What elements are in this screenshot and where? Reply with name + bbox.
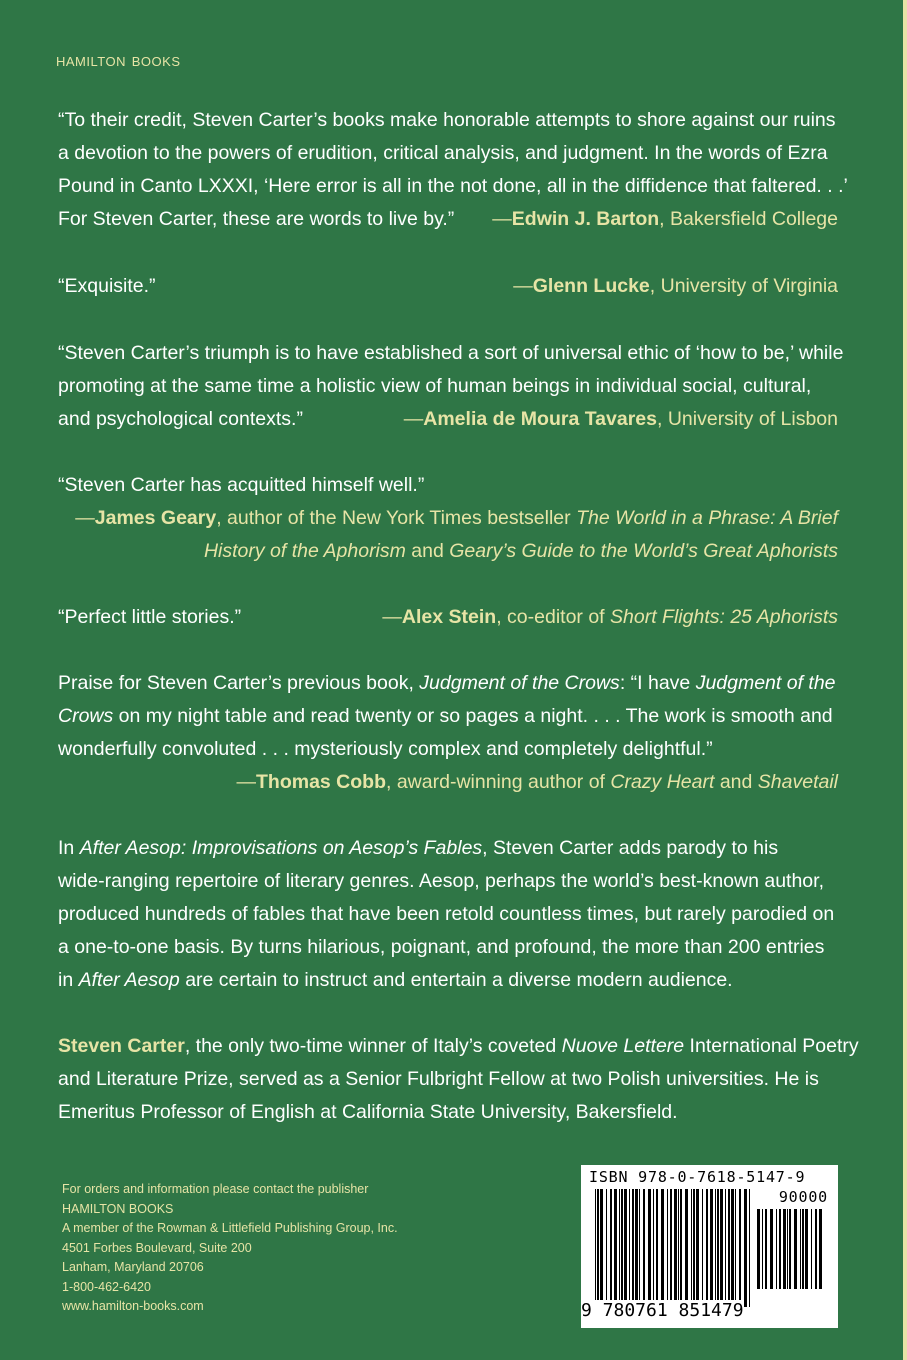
barcode-bar [770,1209,773,1289]
barcode-bar [691,1189,692,1307]
author-name: Edwin J. Barton [511,208,660,230]
affiliation: , University of Virginia [649,275,838,297]
attribution [75,502,838,535]
affiliation: , Bakersfield College [659,208,838,230]
dash: — [236,771,256,793]
affiliation: , author of the New York Times bestseller [216,507,577,529]
address-line: 4501 Forbes Boulevard, Suite 200 [62,1240,252,1255]
text: on my night table and read twenty or so pages a night. . . . The work is smooth and [113,705,833,727]
book-description [58,832,838,997]
quote-line: “Steven Carter’s triumph is to have established a sort of universal ethic of ‘how to be,’ while [58,342,844,364]
contact-line: A member of the Rowman & Littlefield Publishing Group, Inc. [62,1221,398,1235]
contact-line: For orders and information please contact the publisher [62,1182,369,1196]
text: , the only two-time winner of Italy’s coveted [184,1035,562,1057]
barcode-bar [619,1189,620,1307]
publisher-logo: hamilton books [56,50,181,71]
bio-line: and Literature Prize, served as a Senior Fulbright Fellow at two Polish universities. He is [58,1068,819,1090]
book-title: Judgment of the Crows [419,672,620,694]
barcode-bar [720,1189,723,1307]
barcode-bar [653,1189,654,1307]
attribution-cont [204,535,838,568]
attribution [237,766,839,799]
barcode-bar [621,1189,623,1307]
book-title: Geary’s Guide to the World’s Great Aphorists [449,540,838,562]
barcode-bar [685,1189,688,1307]
author-name: James Geary [94,507,217,529]
author-bio [58,1030,859,1129]
barcode-bar [725,1189,726,1307]
dash: — [513,275,533,297]
barcode-bar [757,1209,760,1289]
quote-line: wonderfully convoluted . . . mysteriously complex and completely delightful.” [58,738,713,760]
desc-line: a one-to-one basis. By turns hilarious, poignant, and profound, the more than 200 entries [58,936,825,958]
barcode-bar [595,1189,596,1307]
barcode-bar [702,1189,703,1307]
barcode-bar [735,1189,736,1307]
ean-bars [595,1189,755,1309]
barcode-bar [606,1189,607,1307]
barcode-bar [706,1189,708,1307]
affiliation: , award-winning author of [386,771,611,793]
barcode-bar [667,1189,668,1307]
cover-edge [903,0,907,1360]
author-name: Amelia de Moura Tavares [423,408,657,430]
barcode-bar [610,1189,612,1307]
author-name: Thomas Cobb [256,771,386,793]
publisher-name: HAMILTON BOOKS [62,1201,174,1216]
barcode-bar [674,1189,677,1307]
quote-barton [58,104,848,236]
quote-text: For Steven Carter, these are words to live by.” [58,208,455,230]
quote-lucke [58,270,838,303]
barcode-bar [678,1189,679,1307]
barcode-bar [787,1209,788,1289]
barcode-bar [597,1189,599,1307]
barcode-bar [670,1189,672,1307]
barcode-bar [739,1189,741,1307]
barcode-bar [802,1209,804,1289]
bio-line [58,1030,859,1063]
barcode-bar [632,1189,634,1307]
barcode-bar [819,1209,822,1289]
ean-number: 9 780761 851479 [581,1300,744,1321]
barcode-bar [779,1209,781,1289]
quote-stein [58,601,838,634]
quote-line [58,403,838,436]
book-title: After Aesop [78,969,180,991]
text: : “I have [619,672,696,694]
barcode-bar [728,1189,730,1307]
affiliation: , co-editor of [496,606,611,628]
author-name: Alex Stein [401,606,497,628]
addon-bars [757,1209,827,1291]
dash: — [382,606,402,628]
bio-line: Emeritus Professor of English at California State University, Bakersfield. [58,1101,678,1123]
barcode-bar [815,1209,817,1289]
quote-line [58,203,838,236]
text: are certain to instruct and entertain a diverse modern audience. [179,969,733,991]
quote-line: promoting at the same time a holistic view of human beings in individual social, cultural, [58,375,812,397]
barcode-bar [805,1209,808,1289]
quote-line [58,270,838,303]
book-title: History of the Aphorism [203,540,406,562]
barcode-bar [693,1189,695,1307]
book-title: Short Flights: 25 Aphorists [610,606,838,628]
quote-tavares [58,337,844,436]
barcode-bar [765,1209,767,1289]
barcode-bar [629,1189,630,1307]
quote-line: “Steven Carter has acquitted himself well.” [58,474,425,496]
desc-line: produced hundreds of fables that have been retold countless times, but rarely parodied on [58,903,835,925]
quote-line [58,667,838,700]
barcode-bar [717,1189,719,1307]
quote-line [58,601,838,634]
publisher-contact [62,1180,398,1317]
barcode-bar [811,1209,812,1289]
conjunction: and [714,771,758,793]
attribution [513,270,838,303]
text: In [58,837,80,859]
barcode-bar [800,1209,801,1289]
quote-geary [58,469,838,568]
attribution-line [58,766,838,799]
barcode-bar [789,1209,791,1289]
barcode-bar [656,1189,658,1307]
conjunction: and [405,540,450,562]
barcode-bar [648,1189,651,1307]
book-title: Crazy Heart [610,771,715,793]
book-title: Shavetail [757,771,838,793]
website: www.hamilton-books.com [62,1299,204,1313]
desc-line: wide-ranging repertoire of literary genres. Aesop, perhaps the world’s best-known author, [58,870,824,892]
dash: — [75,507,95,529]
barcode-bar [731,1189,734,1307]
quote-line [58,700,838,733]
attribution-line [58,502,838,535]
barcode-bar [639,1189,640,1307]
affiliation: , University of Lisbon [657,408,838,430]
book-title: Judgment of the [695,672,836,694]
barcode-bar [680,1189,682,1307]
barcode-bar [776,1209,777,1289]
text: Praise for Steven Carter’s previous book, [58,672,420,694]
text: International Poetry [684,1035,859,1057]
author-name: Steven Carter [58,1035,185,1057]
dash: — [492,208,512,230]
barcode-bar [614,1189,617,1307]
barcode-bar [600,1189,603,1307]
quote-text: and psychological contexts.” [58,408,303,430]
attribution [492,203,838,236]
book-title: Crows [58,705,114,727]
barcode-bar [635,1189,638,1307]
prize-name: Nuove Lettere [561,1035,685,1057]
isbn-label: ISBN 978-0-7618-5147-9 [589,1168,806,1186]
attribution-line [58,535,838,568]
phone-number: 1-800-462-6420 [62,1279,151,1294]
author-name: Glenn Lucke [532,275,650,297]
barcode-bar [661,1189,664,1307]
attribution [404,403,838,436]
address-line: Lanham, Maryland 20706 [62,1260,204,1274]
dash: — [403,408,424,430]
quote-line: a devotion to the powers of erudition, critical analysis, and judgment. In the words of Ezra [58,142,828,164]
isbn-barcode [581,1165,838,1328]
text: in [58,969,79,991]
barcode-bar [710,1189,713,1307]
desc-line [58,964,838,997]
barcode-bar [624,1189,627,1307]
quote-text: “Exquisite.” [58,275,156,297]
barcode-bar [749,1189,750,1307]
text: , Steven Carter adds parody to his [482,837,779,859]
desc-line [58,832,838,865]
quote-line: “To their credit, Steven Carter’s books make honorable attempts to shore against our ruins [58,109,836,131]
barcode-bar [715,1189,716,1307]
barcode-bar [794,1209,797,1289]
quote-line: Pound in Canto LXXXI, ‘Here error is all in the not done, all in the diffidence that faltered. . .’ [58,175,848,197]
book-title: After Aesop: Improvisations on Aesop’s Fables [79,837,483,859]
quote-text: “Perfect little stories.” [58,606,242,628]
barcode-bar [783,1209,786,1289]
price-code: 90000 [778,1188,828,1206]
attribution [382,601,838,634]
book-title: The World in a Phrase: A Brief [576,507,838,529]
quote-cobb [58,667,838,799]
barcode-bar [643,1189,645,1307]
barcode-bar [762,1209,763,1289]
barcode-bar [696,1189,699,1307]
barcode-bar [744,1189,747,1307]
